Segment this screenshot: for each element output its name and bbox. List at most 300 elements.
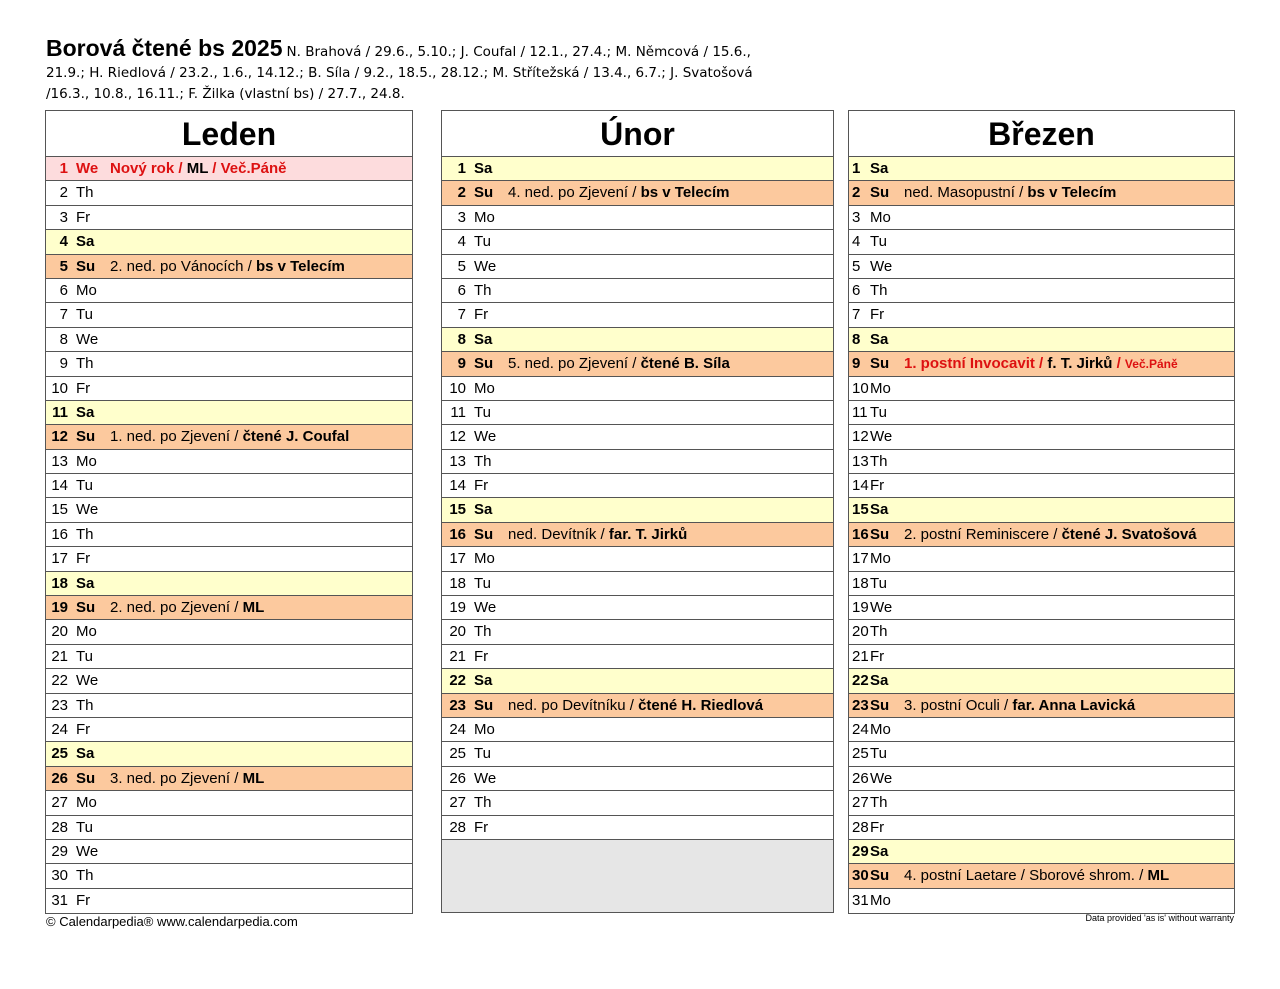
event-text: / Več.Páně [208,160,287,177]
day-name: Tu [474,745,491,763]
day-row [46,279,412,303]
day-name: Sa [76,745,95,763]
day-name: Mo [474,379,495,397]
day-number: 13 [449,452,466,470]
event-text: bs v Telecím [1027,184,1117,202]
day-row [46,767,412,791]
day-name: Sa [76,233,95,251]
event-text: ned. Devítník / [508,525,609,543]
day-row [442,742,833,766]
day-row [46,694,412,718]
day-number: 22 [852,672,869,690]
day-row [46,474,412,498]
event-text: bs v Telecím [640,184,730,202]
day-name: Su [474,696,494,714]
day-name: We [870,257,893,275]
day-row [46,864,412,888]
day-number: 15 [51,501,68,519]
day-row [46,498,412,522]
day-name: Sa [474,160,493,177]
day-number: 22 [449,672,466,690]
day-number: 11 [52,403,68,421]
day-name: We [76,501,99,519]
day-row [442,718,833,742]
day-event [904,526,1197,543]
event-text: ned. po Devítníku / [508,696,639,714]
day-number: 25 [449,745,466,763]
day-event [110,428,349,445]
day-row [849,157,1234,181]
month-title: Březen [849,111,1234,157]
day-number: 4 [59,233,68,251]
day-row [849,450,1234,474]
day-number: 7 [852,306,861,324]
day-name: Su [870,867,890,885]
day-name: Su [76,428,96,446]
day-number: 24 [852,720,869,738]
day-event [508,526,687,543]
day-number: 13 [852,452,869,470]
day-number: 10 [852,379,869,397]
day-row [442,620,833,644]
day-row [849,401,1234,425]
day-name: Th [474,794,492,812]
day-name: Mo [76,794,97,812]
day-number: 24 [449,720,466,738]
event-text: 3. ned. po Zjevení / [110,769,243,787]
day-name: Sa [474,330,493,348]
event-text: ML [1147,867,1170,885]
day-row [442,572,833,596]
day-row [442,523,833,547]
header [46,35,846,105]
month-february [441,110,834,913]
day-row [46,181,412,205]
day-name: Tu [76,818,93,836]
day-row [849,206,1234,230]
day-name: Tu [870,233,887,251]
day-name: Sa [76,574,95,592]
day-number: 2 [457,184,466,202]
day-number: 19 [449,599,466,617]
day-name: Su [76,599,96,617]
day-event [904,867,1169,884]
day-name: Su [76,769,96,787]
day-name: Fr [474,306,489,324]
day-number: 3 [852,208,861,226]
event-text: bs v Telecím [255,257,345,275]
header-note-line2: 21.9.; H. Riedlová / 23.2., 1.6., 14.12.; B. Síla / 9.2., 18.5., 28.12.; M. Střítežská / 13.4., 6.7.; J. Svatošová [46,65,753,81]
day-name: We [474,257,497,275]
day-number: 18 [852,574,869,592]
day-row [46,401,412,425]
event-text: čtené J. Coufal [242,428,350,446]
day-number: 5 [852,257,861,275]
day-row [46,377,412,401]
day-row [46,840,412,864]
day-row [442,498,833,522]
day-row [46,157,412,181]
day-row [849,425,1234,449]
day-number: 17 [852,550,869,568]
day-row [849,181,1234,205]
event-text: f. T. Jirků [1047,355,1113,373]
day-name: We [76,160,99,177]
day-number: 14 [51,477,68,495]
day-row [46,596,412,620]
day-row [46,206,412,230]
day-row [849,864,1234,888]
day-row [46,303,412,327]
day-name: Su [76,257,96,275]
day-row [442,303,833,327]
day-number: 8 [852,330,861,348]
day-number: 30 [51,867,68,885]
day-name: Th [76,867,94,885]
day-number: 29 [51,842,68,860]
day-number: 16 [449,525,466,543]
event-text: ML [242,769,265,787]
day-number: 6 [59,281,68,299]
day-event [110,160,286,177]
day-number: 29 [852,842,869,860]
day-name: Mo [870,891,891,909]
day-name: Th [870,623,888,641]
day-name: Su [870,184,890,202]
day-number: 4 [457,233,466,251]
day-row [849,303,1234,327]
day-number: 23 [852,696,869,714]
day-event [904,184,1116,201]
day-number: 21 [51,647,68,665]
day-name: Sa [870,330,889,348]
day-row [849,840,1234,864]
day-name: Mo [76,623,97,641]
day-number: 20 [449,623,466,641]
day-event [904,697,1135,714]
event-text: čtené J. Svatošová [1061,525,1197,543]
day-event [110,770,264,787]
event-text: 5. ned. po Zjevení / [508,355,641,373]
day-number: 30 [852,867,869,885]
day-number: 6 [852,281,861,299]
day-name: Mo [870,720,891,738]
day-name: Sa [474,501,493,519]
day-number: 11 [450,403,466,421]
day-number: 23 [51,696,68,714]
empty-days-filler [442,840,833,912]
day-name: Sa [870,842,889,860]
day-name: Mo [474,208,495,226]
day-row [849,255,1234,279]
day-number: 11 [852,403,868,421]
day-row [442,401,833,425]
day-row [849,791,1234,815]
day-number: 3 [457,208,466,226]
month-march [848,110,1235,914]
day-name: Sa [870,160,889,177]
day-name: We [474,599,497,617]
day-number: 9 [59,355,68,373]
day-row [46,791,412,815]
day-event [508,697,763,714]
day-number: 17 [449,550,466,568]
day-number: 17 [51,550,68,568]
day-name: Th [76,525,94,543]
day-name: Tu [870,574,887,592]
day-name: Fr [76,891,91,909]
day-number: 19 [51,599,68,617]
day-row [46,255,412,279]
day-number: 27 [852,794,869,812]
day-number: 1 [457,160,466,177]
event-text: Nový rok / [110,160,187,177]
day-name: Th [76,696,94,714]
day-number: 1 [852,160,861,177]
header-note-line1: N. Brahová / 29.6., 5.10.; J. Coufal / 12.1., 27.4.; M. Němcová / 15.6., [286,44,751,60]
day-number: 28 [449,818,466,836]
day-name: Fr [76,550,91,568]
day-number: 20 [852,623,869,641]
day-event [110,599,264,616]
day-row [46,230,412,254]
day-row [442,767,833,791]
day-number: 7 [59,306,68,324]
event-text: čtené H. Riedlová [638,696,764,714]
day-name: Fr [870,647,885,665]
day-row [46,523,412,547]
day-row [849,816,1234,840]
day-name: Fr [870,306,885,324]
day-name: Mo [474,550,495,568]
day-row [442,596,833,620]
day-number: 26 [51,769,68,787]
day-row [442,206,833,230]
event-text: far. Anna Lavická [1012,696,1136,714]
day-name: We [474,769,497,787]
day-number: 2 [59,184,68,202]
day-name: Su [474,355,494,373]
day-row [442,547,833,571]
day-name: Th [474,623,492,641]
day-name: Su [474,525,494,543]
event-text: / [1112,355,1125,373]
day-event [110,258,345,275]
day-row [849,718,1234,742]
month-title: Únor [442,111,833,157]
day-name: We [474,428,497,446]
day-name: We [76,842,99,860]
day-row [849,230,1234,254]
day-row [46,572,412,596]
day-name: Mo [870,379,891,397]
day-name: Th [870,794,888,812]
day-name: Th [474,281,492,299]
day-name: We [76,672,99,690]
day-number: 18 [449,574,466,592]
day-row [442,425,833,449]
day-number: 5 [59,257,68,275]
day-name: Mo [474,720,495,738]
day-row [46,718,412,742]
day-number: 12 [449,428,466,446]
day-number: 5 [457,257,466,275]
day-name: Sa [870,672,889,690]
day-name: Sa [474,672,493,690]
day-row [442,328,833,352]
day-row [849,596,1234,620]
day-number: 21 [852,647,869,665]
day-number: 1 [59,160,68,177]
day-row [849,742,1234,766]
day-name: Tu [76,306,93,324]
day-row [442,791,833,815]
day-name: Fr [76,720,91,738]
day-number: 13 [51,452,68,470]
day-name: Su [870,696,890,714]
day-row [849,572,1234,596]
day-row [849,694,1234,718]
day-number: 8 [457,330,466,348]
day-name: Tu [474,574,491,592]
day-name: Fr [474,477,489,495]
day-number: 2 [852,184,861,202]
event-text: čtené B. Síla [640,355,730,373]
day-name: Fr [870,477,885,495]
day-name: Su [870,525,890,543]
day-name: Fr [474,647,489,665]
day-number: 26 [852,769,869,787]
day-number: 16 [51,525,68,543]
day-row [442,230,833,254]
day-event [508,184,730,201]
day-number: 16 [852,525,869,543]
day-number: 3 [59,208,68,226]
day-row [46,645,412,669]
day-name: Tu [76,647,93,665]
page-title: Borová čtené bs 2025 [46,35,283,61]
event-text: 2. ned. po Vánocích / [110,257,256,275]
day-row [46,450,412,474]
event-text: 1. ned. po Zjevení / [110,428,243,446]
day-row [849,547,1234,571]
day-number: 23 [449,696,466,714]
day-name: We [76,330,99,348]
day-row [849,620,1234,644]
event-text: ned. Masopustní / [904,184,1028,202]
day-row [442,694,833,718]
day-number: 15 [852,501,869,519]
day-number: 9 [852,355,861,373]
day-number: 20 [51,623,68,641]
day-row [442,450,833,474]
day-number: 28 [852,818,869,836]
day-number: 25 [51,745,68,763]
day-name: Su [870,355,890,373]
event-text: 2. postní Reminiscere / [904,525,1062,543]
day-row [849,498,1234,522]
day-name: Sa [76,403,95,421]
day-row [46,620,412,644]
day-name: Sa [870,501,889,519]
day-name: Su [474,184,494,202]
day-row [849,474,1234,498]
day-name: Th [870,281,888,299]
day-name: We [870,769,893,787]
day-row [46,328,412,352]
day-row [849,352,1234,376]
day-event [508,355,730,372]
day-row [849,279,1234,303]
day-number: 25 [852,745,869,763]
day-name: We [870,428,893,446]
day-name: Mo [870,208,891,226]
day-number: 10 [51,379,68,397]
day-name: Tu [76,477,93,495]
day-name: Mo [76,452,97,470]
event-text: ML [242,599,265,617]
day-row [849,889,1234,913]
day-name: Mo [76,281,97,299]
footer-copyright: © Calendarpedia® www.calendarpedia.com [46,914,298,929]
event-text: 1. postní Invocavit / [904,355,1048,373]
day-number: 4 [852,233,861,251]
day-number: 9 [457,355,466,373]
day-row [849,377,1234,401]
day-row [46,742,412,766]
day-name: Th [76,184,94,202]
day-number: 27 [449,794,466,812]
day-row [849,669,1234,693]
footer-disclaimer: Data provided 'as is' without warranty [1085,913,1234,923]
header-note-line3: /16.3., 10.8., 16.11.; F. Žilka (vlastní bs) / 27.7., 24.8. [46,86,405,102]
day-row [442,352,833,376]
day-row [442,279,833,303]
day-name: Fr [870,818,885,836]
day-name: Tu [474,403,491,421]
event-text: Več.Páně [1124,357,1178,372]
event-text: 4. ned. po Zjevení / [508,184,641,202]
day-row [46,669,412,693]
day-row [442,669,833,693]
day-row [442,816,833,840]
day-number: 22 [51,672,68,690]
day-number: 21 [449,647,466,665]
day-number: 31 [51,891,68,909]
day-row [849,523,1234,547]
day-name: Mo [870,550,891,568]
day-number: 28 [51,818,68,836]
event-text: 2. ned. po Zjevení / [110,599,243,617]
day-number: 26 [449,769,466,787]
day-number: 12 [51,428,68,446]
day-name: Tu [870,403,887,421]
day-name: Th [76,355,94,373]
day-row [442,474,833,498]
day-name: Th [474,452,492,470]
day-number: 7 [457,306,466,324]
day-number: 18 [51,574,68,592]
day-name: Fr [474,818,489,836]
day-number: 27 [51,794,68,812]
day-number: 24 [51,720,68,738]
day-name: We [870,599,893,617]
day-name: Th [870,452,888,470]
day-name: Fr [76,208,91,226]
day-row [849,645,1234,669]
day-row [442,377,833,401]
day-number: 14 [449,477,466,495]
